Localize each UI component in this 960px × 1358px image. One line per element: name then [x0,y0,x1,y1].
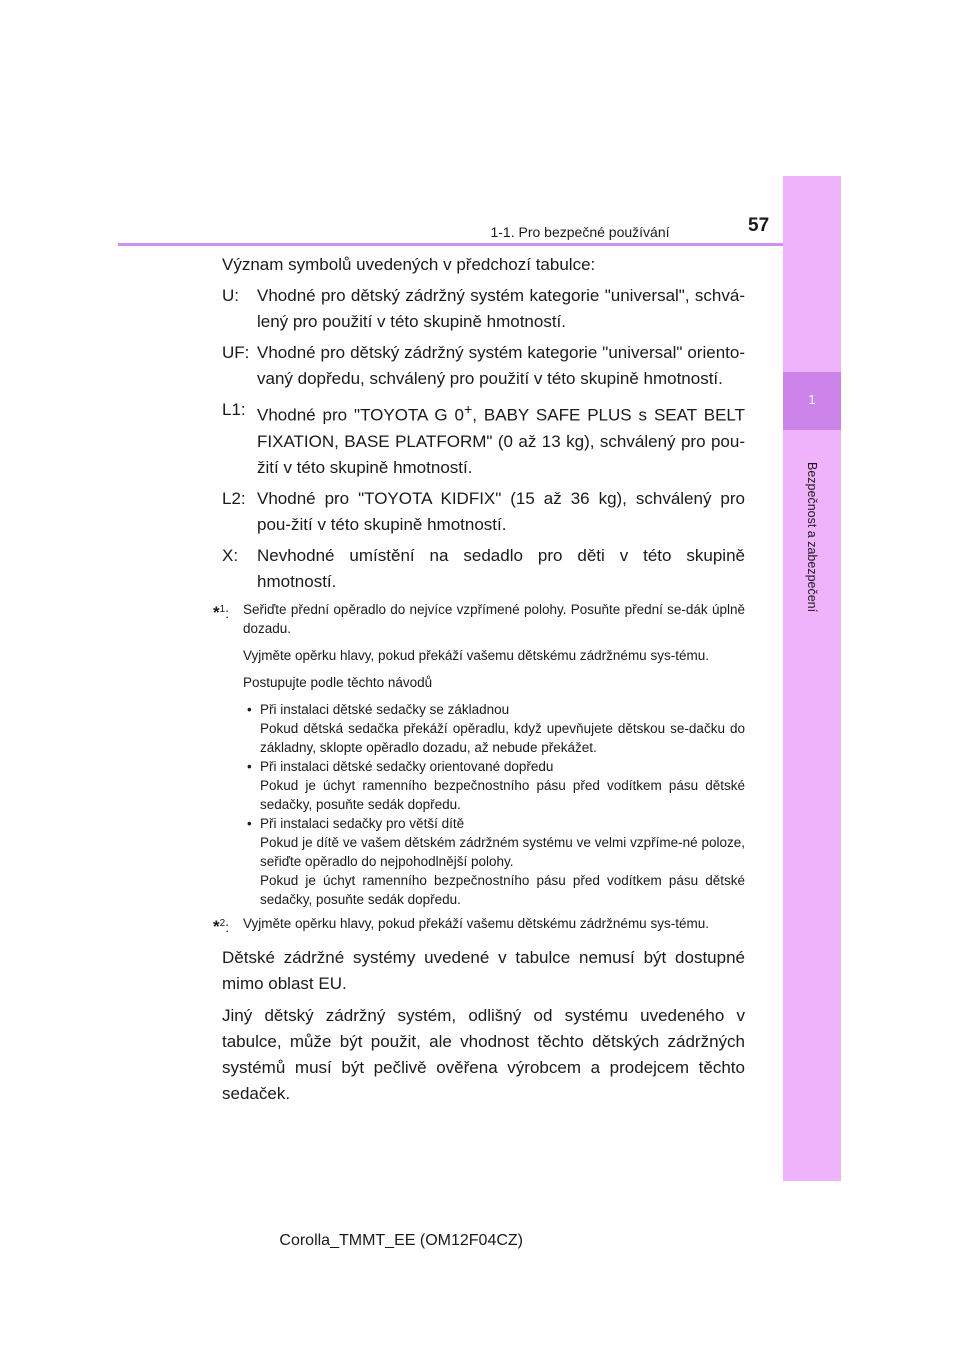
section-title: 1-1. Pro bezpečné používání [490,224,670,240]
definition-text: Vhodné pro dětský zádržný systém kategorie "universal" oriento-vaný dopředu, schválený pro použití v této skupině hmotností. [257,343,745,388]
definition-key: L2: [222,488,246,508]
alternative-systems-note: Jiný dětský zádržný systém, odlišný od systému uvedeného v tabulce, může být použit, ale vhodnost těchto dětských zádržných systémů musí být pečlivě ověřena výrobcem a prodejcem těchto sedaček. [222,1005,745,1103]
header-divider [118,243,841,246]
availability-note: Dětské zádržné systémy uvedené v tabulce nemusí být dostupné mimo oblast EU. [222,947,745,993]
definition-text-end: , BABY SAFE PLUS s SEAT BELT FIXATION, BASE PLATFORM" (0 až 13 kg), schválený pro pou-žití v této skupině hmotností. [257,405,745,477]
list-item-title: Při instalaci dětské sedačky se základnou [260,701,510,717]
footnote-2 [213,914,745,936]
definition-key: L1: [222,400,246,419]
definition-key: X: [222,545,239,565]
footnote-paragraph: Postupujte podle těchto návodů [243,674,433,690]
bullet-icon: • [247,701,252,717]
list-item [243,814,745,909]
definition-text: Vhodné pro "TOYOTA KIDFIX" (15 až 36 kg), schválený pro pou-žití v této skupině hmotností. [257,488,745,534]
footnote-marker [213,914,229,937]
footnote-1-block [213,600,745,936]
list-item-text: Pokud dětská sedačka překáží opěradlu, když upevňujete dětskou se-dačku do základny, sklopte opěradlo dozadu, až nebude překážet. [260,720,745,755]
symbols-intro: Význam symbolů uvedených v předchozí tabulce: [222,255,596,274]
asterisk: * [213,602,220,622]
definition-x [222,543,745,595]
chapter-number: 1 [808,392,816,407]
definition-l1 [222,397,745,481]
chapter-title-wrapper [783,432,841,642]
definition-text: Vhodné pro dětský zádržný systém kategorie "universal", schvá-lený pro použití v této skupině hmotností. [257,286,745,331]
definition-text [257,397,745,481]
asterisk: * [213,916,220,936]
definition-key: U: [222,286,239,305]
definition-text-start: Vhodné pro "TOYOTA G 0 [257,405,464,425]
footnote-1 [213,600,745,638]
list-item-title: Při instalaci dětské sedačky orientované dopředu [260,758,554,774]
list-item-text: Pokud je úchyt ramenního bezpečnostního pásu před vodítkem pásu dětské sedačky, posuňte sedák dopředu. [260,777,745,812]
page-number: 57 [748,215,770,236]
definition-uf [222,340,745,392]
chapter-side-tab [783,176,841,1181]
list-item [243,757,745,814]
main-content [213,252,745,1113]
footnote-number: 1 [219,603,226,615]
footnote-text: Seřiďte přední opěradlo do nejvíce vzpřímené polohy. Posuňte přední se-dák úplně dozadu. [243,601,745,636]
document-id: Corolla_TMMT_EE (OM12F04CZ) [279,1232,523,1249]
bullet-icon: • [247,815,252,831]
bullet-icon: • [247,758,252,774]
list-item-text: Pokud je dítě ve vašem dětském zádržném systému ve velmi vzpříme-né poloze, seřiďte opěradlo do nejpohodlnější polohy. [260,834,745,869]
chapter-title: Bezpečnost a zabezpečení [805,461,819,613]
list-item-text: Pokud je úchyt ramenního bezpečnostního pásu před vodítkem pásu dětské sedačky, posuňte sedák dopředu. [260,872,745,907]
footnote-colon: : [225,605,229,621]
footnote-marker [213,600,229,623]
footnote-number: 2 [219,917,226,929]
superscript-plus: + [463,402,473,418]
footnote-text: Vyjměte opěrku hlavy, pokud překáží vašemu dětskému zádržnému sys-tému. [243,915,709,931]
instruction-list [222,700,745,909]
list-item [243,700,745,757]
list-item-title: Při instalaci sedačky pro větší dítě [260,815,465,831]
definition-key: UF: [222,343,250,362]
definition-u [222,283,745,335]
footnote-colon: : [225,919,229,935]
footnote-paragraph: Vyjměte opěrku hlavy, pokud překáží vašemu dětskému zádržnému sys-tému. [243,647,709,663]
definition-l2 [222,486,745,538]
definition-text: Nevhodné umístění na sedadlo pro děti v této skupině hmotností. [257,545,745,591]
